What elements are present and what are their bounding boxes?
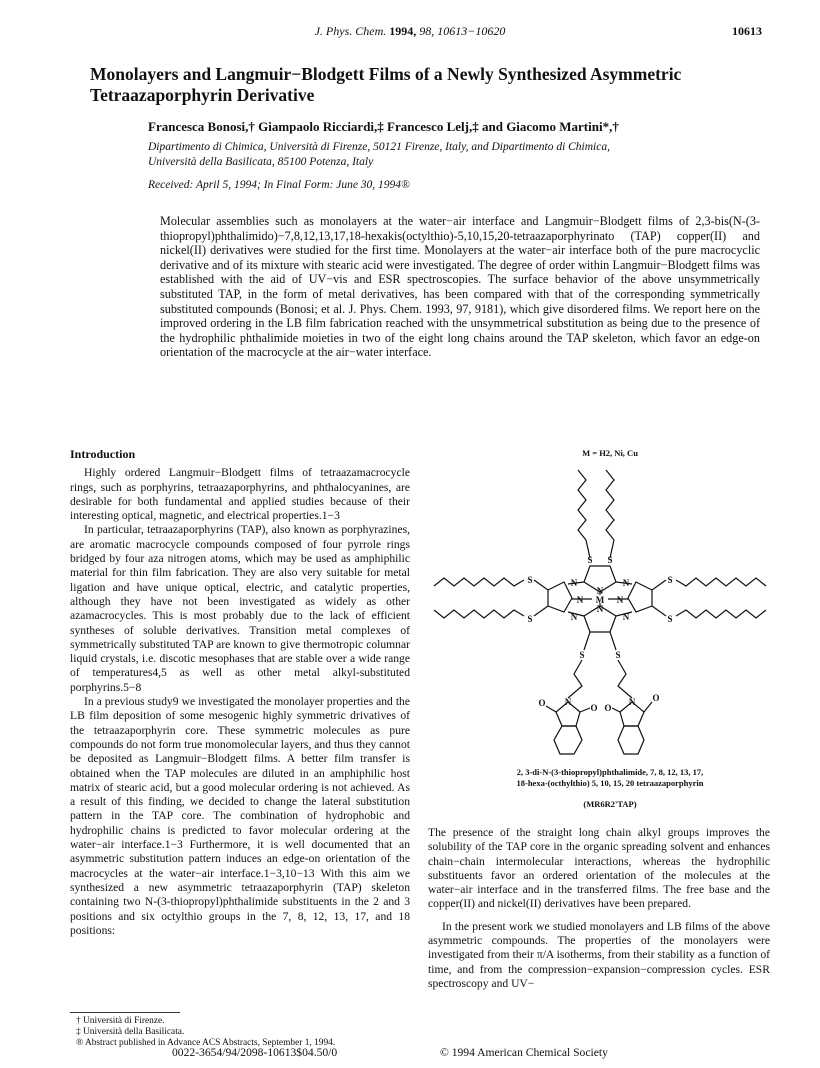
- footnotes: [76, 1016, 406, 1049]
- affiliation-line-1: Dipartimento di Chimica, Università di Firenze, 50121 Firenze, Italy, and Dipartimento di Chimica,: [148, 141, 610, 153]
- benzene-ring-left: [554, 726, 582, 754]
- right-paragraph-1: The presence of the straight long chain alkyl groups improves the solubility of the TAP core in the organic spreading solvent and enhances chain−chain intermolecular interactions, whereas the hydrophilic substituents favor an ordered orientation of the molecules at the water−air interface and in the transferred films. The free base and the copper(II) and nickel(II) derivatives have been prepared.: [428, 826, 770, 911]
- propyl-chain-right: [618, 660, 632, 698]
- left-column: [70, 447, 410, 938]
- article-code: 0022-3654/94/2098-10613$04.50/0: [172, 1046, 338, 1059]
- pyrrole-ring-right: [628, 582, 652, 612]
- benzene-ring-right: [618, 726, 644, 754]
- atom-label-s-left-upper: S: [527, 575, 533, 585]
- figure-caption: [440, 767, 780, 789]
- octylthio-chain-right-lower: [676, 610, 766, 618]
- figure-caption-line-2: 18-hexa-(octhylthio) 5, 10, 15, 20 tetraazaporphyrin: [516, 778, 704, 788]
- atom-label-s-bottom-right: S: [615, 650, 621, 660]
- pyrrole-ring-left: [548, 582, 572, 612]
- tap-structure-diagram: [418, 462, 798, 762]
- atom-label-s-right-upper: S: [667, 575, 673, 585]
- metal-legend: M = H2, Ni, Cu: [582, 448, 638, 458]
- propyl-chain-left: [568, 660, 582, 698]
- intro-paragraph-2: In particular, tetraazaporphyrins (TAP), also known as porphyrazines, are aromatic macrocycle compounds composed of four pyrrole rings bridged by four aza nitrogen atoms, which may be used as amphiphilic material for thin film fabrication. They are also very suitable for metal ligation and have unique optical, electric, and catalytic properties, although they have not been investigated as widely as other azamacrocycles. This is most probably due to the lack of efficient syntheses of soluble derivatives. Transition metal complexes of symmetrically substituted TAP are known to give thermotropic columnar liquid crystals, i.e. discotic mesophases that are stable over a wide range of temperatures4,5 as well as other metal alkyl-substituted porphyrins.5−8: [70, 523, 410, 694]
- octylthio-chain-left-upper: [434, 578, 524, 586]
- footnote-3: ® Abstract published in Advance ACS Abstracts, September 1, 1994.: [76, 1038, 336, 1048]
- atom-label-s-top-left: S: [587, 555, 593, 565]
- atom-label-n-bottom-left: N: [570, 612, 578, 622]
- atom-label-o-left-inner: O: [590, 703, 598, 713]
- right-paragraph-2: In the present work we studied monolayers and LB films of the above asymmetric compounds. The properties of the monolayers were investigated from their π/A isotherms, from their stability as a function of time, and from the compression−expansion−compression cycles. ESR spectroscopy and UV−: [428, 919, 770, 990]
- atom-label-n-inner-right: N: [616, 595, 624, 605]
- section-heading-introduction: Introduction: [70, 447, 136, 461]
- footnote-divider: [70, 1012, 180, 1013]
- intro-paragraph-1: Highly ordered Langmuir−Blodgett films of tetraazamacrocycle rings, such as porphyrins, tetraazaporphyrins, and phthalocyanines, are desirable for both fundamental and applied studies because of their interesting optical, magnetic, and electrical properties.1−3: [70, 466, 410, 523]
- atom-label-n-inner-bottom: N: [596, 604, 604, 614]
- atom-label-s-bottom-left: S: [579, 650, 585, 660]
- atom-label-n-top-right: N: [622, 578, 630, 588]
- footnote-2: ‡ Università della Basilicata.: [76, 1027, 185, 1037]
- atom-label-o-right-outer: O: [652, 693, 660, 703]
- author-list: Francesca Bonosi,† Giampaolo Ricciardi,‡ Francesco Lelj,‡ and Giacomo Martini*,†: [148, 119, 619, 134]
- octylthio-chain-top-left: [578, 470, 586, 540]
- octylthio-chain-right-upper: [676, 578, 766, 586]
- atom-label-o-right-inner: O: [604, 703, 612, 713]
- copyright-notice: © 1994 American Chemical Society: [440, 1046, 608, 1059]
- atom-label-n-inner-left: N: [576, 595, 584, 605]
- running-header: [0, 24, 820, 40]
- affiliations: [148, 140, 748, 170]
- atom-label-m-center: M: [595, 595, 605, 605]
- article-title: Monolayers and Langmuir−Blodgett Films of a Newly Synthesized Asymmetric Tetraazaporphyrin Derivative: [90, 64, 682, 105]
- octylthio-chain-top-right: [606, 470, 614, 540]
- page-number: 10613: [732, 24, 762, 38]
- atom-label-o-left-outer: O: [538, 698, 546, 708]
- footnote-1: † Università di Firenze.: [76, 1016, 165, 1026]
- affiliation-line-2: Università della Basilicata, 85100 Potenza, Italy: [148, 156, 374, 168]
- atom-label-n-imide-right: N: [628, 697, 636, 707]
- atom-label-s-right-lower: S: [667, 614, 673, 624]
- atom-label-s-top-right: S: [607, 555, 613, 565]
- intro-paragraph-3: In a previous study9 we investigated the monolayer properties and the LB film deposition of some mesogenic highly symmetric drivatives of the tetraazaporphyrin core. These symmetric molecules as pure compounds do not form true monomolecular layers, and thus they cannot be deposited as Langmuir−Blodgett films. A better film transfer is obtained when the TAP molecules are diluted in an amphiphilic host matrix of stearic acid, but a good molecular ordering is not achieved. As a result of this finding, we decided to change the lateral substitution pattern in the TAP core. The combination of hydrophobic and hydrophilic chains is predicted to favor molecular ordering at the water−air interface.1−3 Furthermore, it is well documented that an asymmetric substitution pattern induces an edge-on orientation of the macrocycles at the water−air interface.1−3,10−13 With this aim we synthesized a new asymmetric tetraazaporphyrin (TAP) skeleton containing two N-(3-thiopropyl)phthalimide substituents in the 2 and 3 positions and six octylthio groups in the 7, 8, 12, 13, 17, and 18 positions:: [70, 695, 410, 937]
- atom-label-n-imide-left: N: [564, 697, 572, 707]
- received-dates: Received: April 5, 1994; In Final Form: June 30, 1994®: [148, 179, 410, 191]
- abstract: Molecular assemblies such as monolayers at the water−air interface and Langmuir−Blodgett films of 2,3-bis(N-(3-thiopropyl)phthalimido)−7,8,12,13,17,18-hexakis(octylthio)-5,10,15,20-tetraazaporphyrinato (TAP) copper(II) and nickel(II) derivatives were studied for the first time. Monolayers at the water−air interface both of the pure macrocyclic derivative and of its mixture with stearic acid were investigated. The degree of order within Langmuir−Blodgett films was established with the aid of UV−vis and ESR spectroscopies. The surface behavior of the above unsymmetrically substituted TAP, in the form of metal derivatives, has been compared with that of the corresponding symmetrically substituted compounds (Bonosi; et al. J. Phys. Chem. 1993, 97, 9181), which give disordered films. We report here on the improved ordering in the LB film fabrication reached with the unsymmetrical substitution as being due to the presence of the hydrophilic phthalimide moieties in two of the eight long chains around the TAP skeleton, which favor an edge-on orientation of the macrocycle at the air−water interface.: [160, 214, 760, 360]
- journal-citation: J. Phys. Chem. 1994, 98, 10613−10620: [314, 24, 506, 38]
- right-column: [428, 826, 770, 999]
- atom-label-n-bottom-right: N: [622, 612, 630, 622]
- atom-label-n-inner-top: N: [596, 586, 604, 596]
- atom-label-s-left-lower: S: [527, 614, 533, 624]
- octylthio-chain-left-lower: [434, 610, 524, 618]
- compound-code: (MR6R2'TAP): [583, 799, 637, 809]
- atom-label-n-top-left: N: [570, 578, 578, 588]
- figure-caption-line-1: 2, 3-di-N-(3-thiopropyl)phthalimide, 7, 8, 12, 13, 17,: [516, 767, 704, 777]
